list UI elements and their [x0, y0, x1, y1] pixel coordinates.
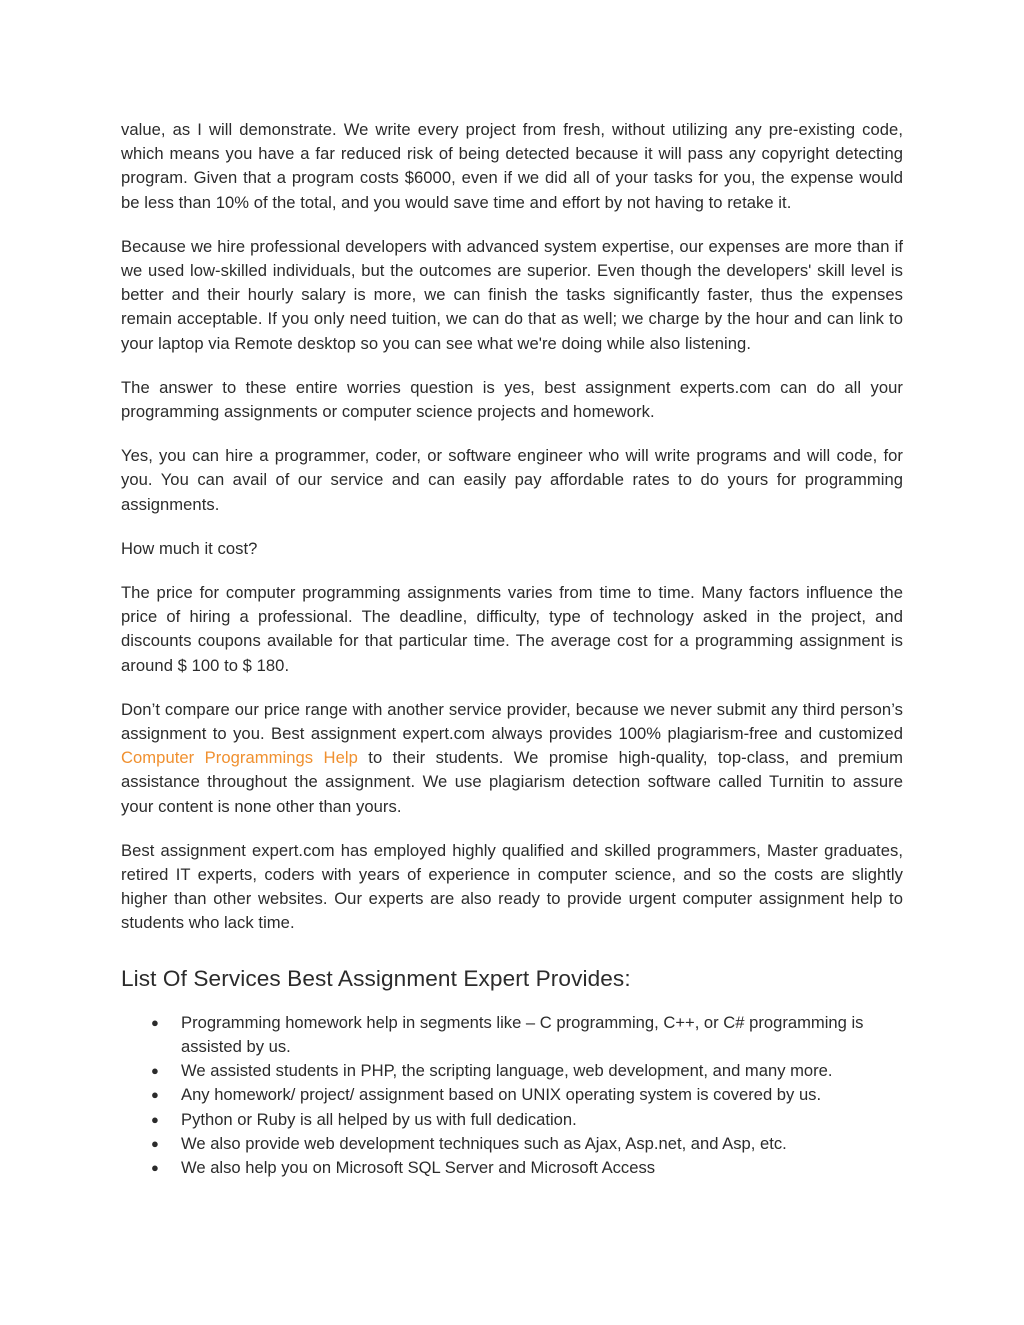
document-page [121, 118, 903, 1180]
bullet-icon: ● [151, 1087, 159, 1103]
service-item [121, 1108, 903, 1132]
paragraph-price-varies: The price for computer programming assignments varies from time to time. Many factors influence the price of hiring a professional. The deadline, difficulty, type of technology asked in the project, and discounts coupons available for that particular time. The average cost for a programming assignment is around $ 100 to $ 180. [121, 583, 903, 675]
computer-programming-help-link[interactable]: Computer Programmings Help [121, 748, 358, 768]
service-item-text: We also help you on Microsoft SQL Server and Microsoft Access [181, 1157, 656, 1177]
paragraph-value-demonstrate: value, as I will demonstrate. We write every project from fresh, without utilizing any pre-existing code, which means you have a far reduced risk of being detected because it will pass any copyright detecting program. Given that a program costs $6000, even if we did all of your tasks for you, the expense would be less than 10% of the total, and you would save time and effort by not having to retake it. [121, 120, 903, 212]
paragraph-dont-compare-text-after: to their students. We promise high-quality, top-class, and premium assistance throughout the assignment. We use plagiarism detection software called Turnitin to assure your content is none other than yours. [121, 748, 903, 816]
service-item-text: We assisted students in PHP, the scripting language, web development, and many more. [181, 1061, 833, 1081]
paragraph-dont-compare [121, 698, 903, 819]
bullet-icon: ● [151, 1014, 159, 1030]
services-list [121, 1011, 903, 1180]
service-item-text: Any homework/ project/ assignment based on UNIX operating system is covered by us. [181, 1085, 822, 1105]
service-item [121, 1011, 903, 1059]
bullet-icon: ● [151, 1063, 159, 1079]
service-item [121, 1132, 903, 1156]
bullet-icon: ● [151, 1135, 159, 1151]
paragraph-dont-compare-text-before: Don’t compare our price range with another service provider, because we never submit any third person’s assignment to you. Best assignment expert.com always provides 100% plagiarism-free and customized [121, 699, 903, 744]
paragraph-how-much-cost: How much it cost? [121, 538, 258, 558]
paragraph-hire-programmer: Yes, you can hire a programmer, coder, or software engineer who will write programs and will code, for you. You can avail of our service and can easily pay affordable rates to do yours for programming assignments. [121, 446, 903, 514]
service-item-text: We also provide web development techniques such as Ajax, Asp.net, and Asp, etc. [181, 1133, 787, 1153]
paragraph-answer-yes: The answer to these entire worries question is yes, best assignment experts.com can do all your programming assignments or computer science projects and homework. [121, 377, 903, 422]
service-item-text: Programming homework help in segments like – C programming, C++, or C# programming is assisted by us. [181, 1012, 864, 1056]
service-item [121, 1059, 903, 1083]
service-item-text: Python or Ruby is all helped by us with full dedication. [181, 1109, 577, 1129]
services-heading: List Of Services Best Assignment Expert Provides: [121, 965, 631, 991]
service-item [121, 1083, 903, 1107]
bullet-icon: ● [151, 1159, 159, 1175]
paragraph-employed-programmers: Best assignment expert.com has employed highly qualified and skilled programmers, Master graduates, retired IT experts, coders with years of experience in computer science, and so the costs are slightly higher than other websites. Our experts are also ready to provide urgent computer assignment help to students who lack time. [121, 840, 903, 933]
service-item [121, 1156, 903, 1180]
bullet-icon: ● [151, 1111, 159, 1127]
paragraph-professional-developers: Because we hire professional developers with advanced system expertise, our expenses are more than if we used low-skilled individuals, but the outcomes are superior. Even though the developers' skill level is better and their hourly salary is more, we can finish the tasks significantly faster, thus the expenses remain acceptable. If you only need tuition, we can do that as well; we charge by the hour and can link to your laptop via Remote desktop so you can see what we're doing while also listening. [121, 236, 903, 353]
